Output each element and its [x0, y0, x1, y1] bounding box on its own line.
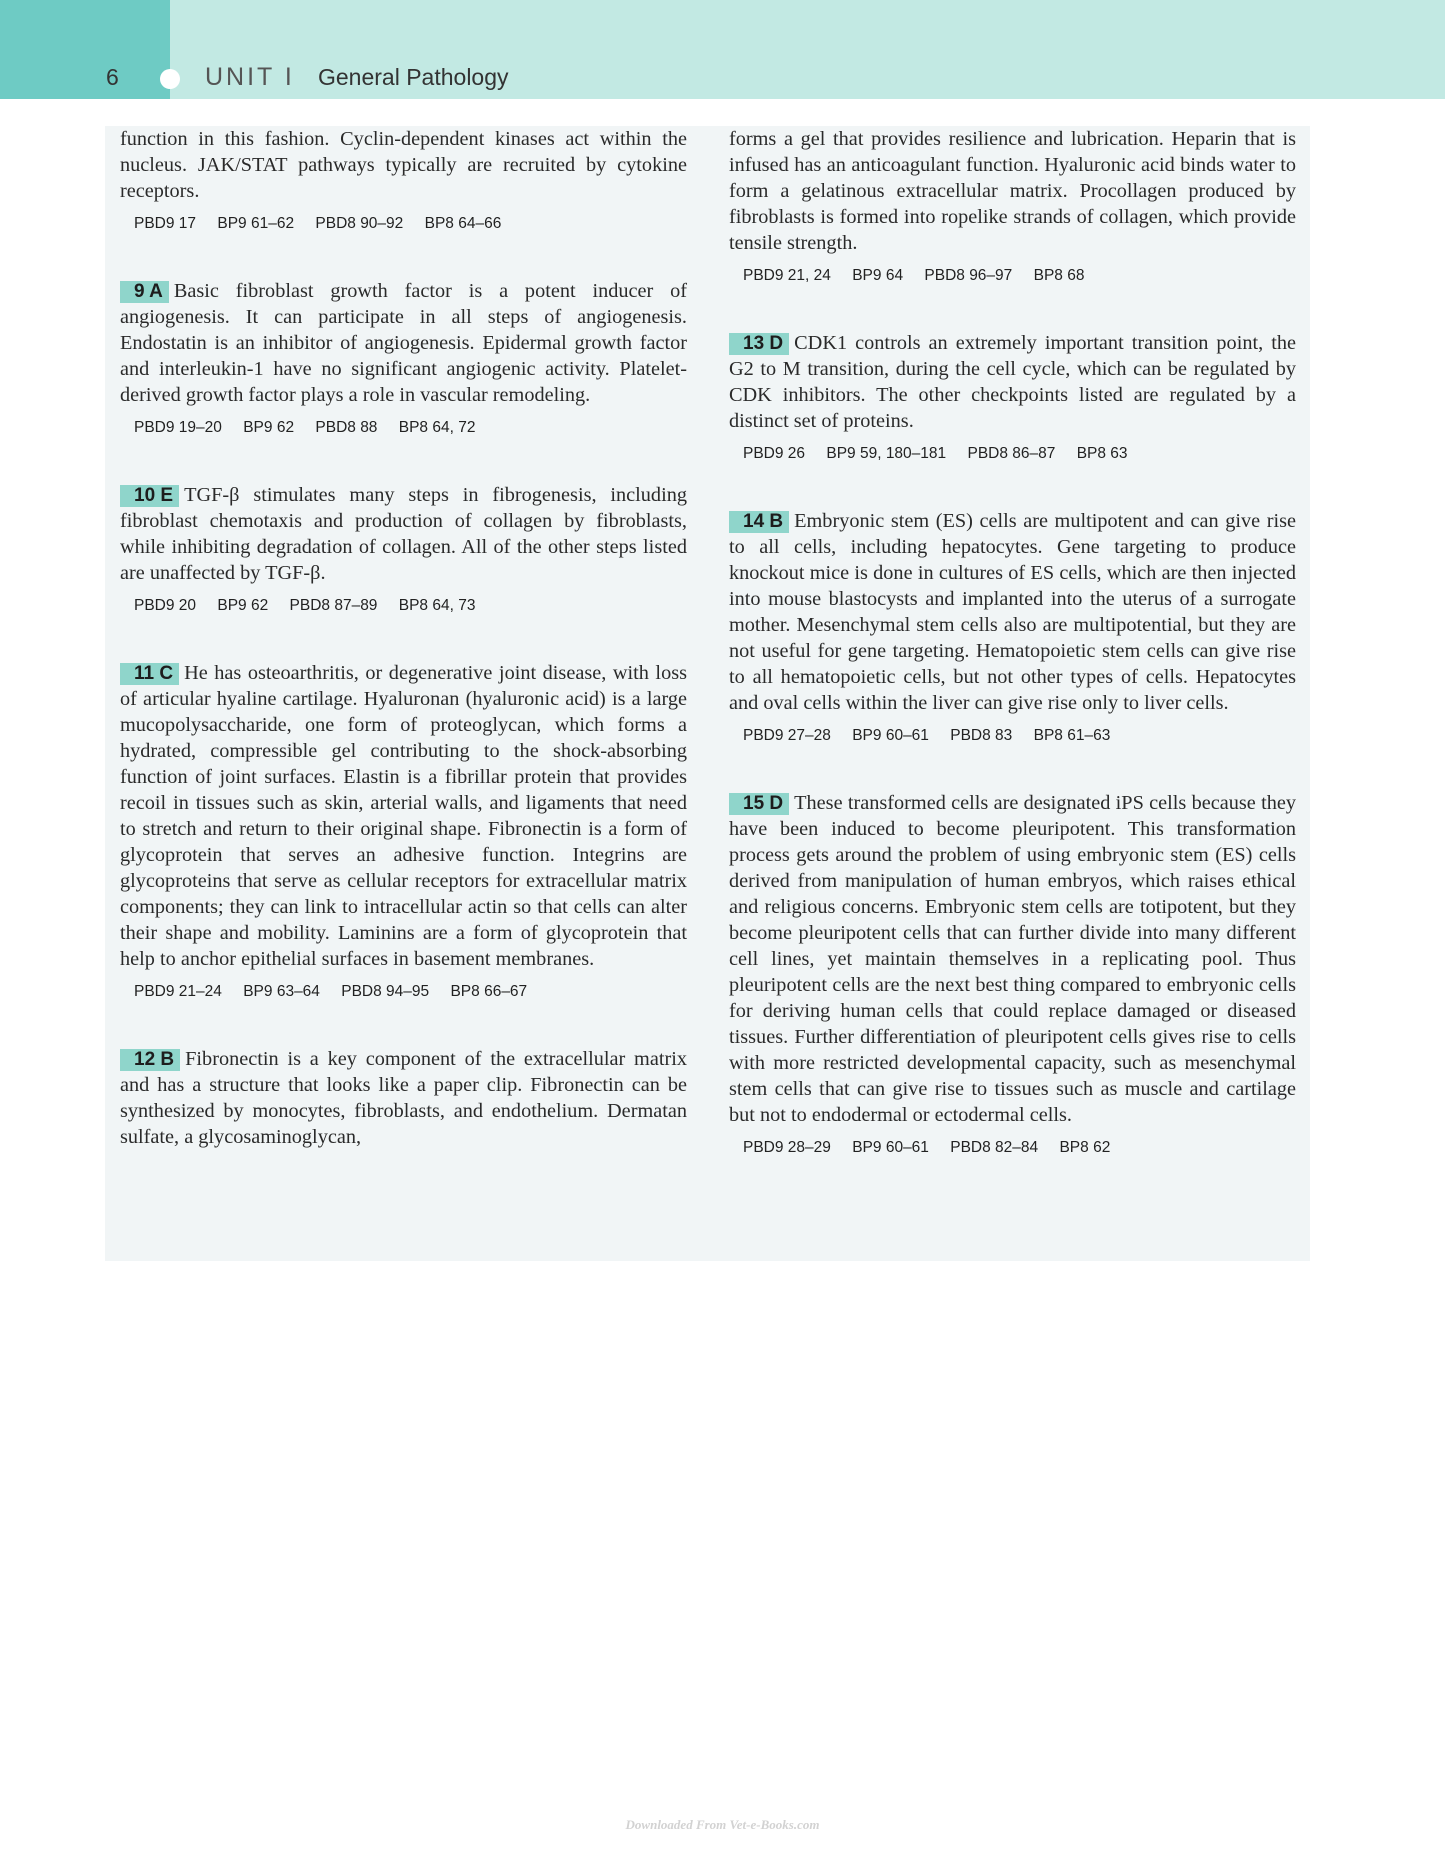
- page-number: 6: [106, 64, 119, 90]
- watermark: Downloaded From Vet-e-Books.com: [625, 1817, 820, 1832]
- reference: BP8 61–63: [1033, 727, 1111, 744]
- reference: PBD9 26: [743, 445, 806, 462]
- reference-list: [134, 596, 687, 616]
- unit-label: UNIT I: [205, 63, 295, 91]
- answer-text: CDK1 controls an extremely important transition point, the G2 to M transition, during the cell cycle, which can be regulated by CDK inhibitors. The other checkpoints listed are regulated by a distinct set of proteins.: [729, 332, 1296, 432]
- reference: PBD9 21, 24: [743, 267, 831, 284]
- reference: BP9 61–62: [217, 215, 295, 232]
- reference: PBD8 86–87: [967, 445, 1056, 462]
- answer-badge: 11 C: [120, 663, 179, 685]
- right-column: [729, 126, 1296, 1158]
- page-header-tab: [0, 0, 170, 99]
- reference: PBD9 27–28: [743, 727, 831, 744]
- reference: BP9 62: [243, 419, 295, 436]
- reference-list: [743, 444, 1296, 464]
- continuation-text: function in this fashion. Cyclin-dependent kinases act within the nucleus. JAK/STAT pathways typically are recruited by cytokine receptors.: [120, 128, 687, 202]
- reference: PBD9 20: [134, 597, 197, 614]
- answer-badge: 14 B: [729, 511, 789, 533]
- reference: BP8 64, 72: [398, 419, 476, 436]
- reference: BP9 60–61: [852, 1139, 929, 1156]
- answer-badge: 10 E: [120, 485, 179, 507]
- reference: PBD8 83: [950, 727, 1013, 744]
- answer-item: [729, 790, 1296, 1158]
- answer-text: Embryonic stem (ES) cells are multipotent and can give rise to all cells, including hepatocytes. Gene targeting to produce knockout mice is done in cultures of ES cells, which are then injected into mouse blastocysts and implanted into the uterus of a surrogate mother. Mesenchymal stem cells also are multipotential, but they are not useful for gene targeting. Hematopoietic stem cells can give rise to all hematopoietic cells, but not other types of cells. Hepatocytes and oval cells within the liver can give rise only to liver cells.: [729, 510, 1296, 714]
- reference: BP9 64: [852, 267, 904, 284]
- reference: BP8 62: [1059, 1139, 1111, 1156]
- reference: PBD8 82–84: [950, 1139, 1039, 1156]
- header-dot-icon: [160, 69, 180, 89]
- reference: PBD8 87–89: [289, 597, 378, 614]
- answer-item: [120, 482, 687, 616]
- reference-list: [743, 266, 1296, 286]
- reference: PBD8 90–92: [315, 215, 404, 232]
- reference: BP8 68: [1033, 267, 1085, 284]
- reference: BP9 62: [217, 597, 269, 614]
- reference-list: [134, 214, 687, 234]
- answer-badge: 9 A: [120, 281, 169, 303]
- reference: PBD9 19–20: [134, 419, 222, 436]
- reference: BP8 64, 73: [398, 597, 476, 614]
- reference: BP8 64–66: [424, 215, 502, 232]
- reference-list: [134, 418, 687, 438]
- continuation-block: [120, 126, 687, 234]
- reference: PBD9 17: [134, 215, 197, 232]
- reference: BP9 63–64: [243, 983, 320, 1000]
- answer-badge: 12 B: [120, 1049, 180, 1071]
- answer-text: TGF-β stimulates many steps in fibrogenesis, including fibroblast chemotaxis and production of collagen by fibroblasts, while inhibiting degradation of collagen. All of the other steps listed are unaffected by TGF-β.: [120, 484, 687, 584]
- answer-text: He has osteoarthritis, or degenerative joint disease, with loss of articular hyaline cartilage. Hyaluronan (hyaluronic acid) is a large mucopolysaccharide, one form of proteoglycan, which forms a hydrated, compressible gel contributing to the shock-absorbing function of joint surfaces. Elastin is a fibrillar protein that provides recoil in tissues such as skin, arterial walls, and ligaments that need to stretch and return to their original shape. Fibronectin is a form of glycoprotein that serves an adhesive function. Integrins are glycoproteins that serve as cellular receptors for extracellular matrix components; they can link to intracellular actin so that cells can alter their shape and mobility. Laminins are a form of glycoprotein that help to anchor epithelial surfaces in basement membranes.: [120, 662, 687, 970]
- answer-item: [120, 278, 687, 438]
- reference: BP8 66–67: [450, 983, 528, 1000]
- reference-list: [743, 1138, 1296, 1158]
- reference-list: [134, 982, 687, 1002]
- answer-badge: 13 D: [729, 333, 789, 355]
- answer-item: [120, 660, 687, 1002]
- continuation-text: forms a gel that provides resilience and lubrication. Heparin that is infused has an anticoagulant function. Hyaluronic acid binds water to form a gelatinous extracellular matrix. Procollagen produced by fibroblasts is formed into ropelike strands of collagen, which provide tensile strength.: [729, 128, 1296, 254]
- reference: PBD8 94–95: [341, 983, 430, 1000]
- section-title: General Pathology: [318, 64, 509, 90]
- answer-text: Fibronectin is a key component of the extracellular matrix and has a structure that looks like a paper clip. Fibronectin can be synthesized by monocytes, fibroblasts, and endothelium. Dermatan sulfate, a glycosaminoglycan,: [120, 1048, 687, 1148]
- continuation-block: [729, 126, 1296, 286]
- left-column: [120, 126, 687, 1150]
- reference-list: [743, 726, 1296, 746]
- reference: PBD8 96–97: [924, 267, 1013, 284]
- reference: BP9 59, 180–181: [826, 445, 947, 462]
- reference: BP9 60–61: [852, 727, 929, 744]
- answer-item: [729, 330, 1296, 464]
- answer-item: [120, 1046, 687, 1150]
- reference: PBD9 21–24: [134, 983, 222, 1000]
- answer-text: These transformed cells are designated iPS cells because they have been induced to become pleuripotent. This transformation process gets around the problem of using embryonic stem (ES) cells derived from manipulation of human embryos, which raises ethical and religious concerns. Embryonic stem cells are totipotent, but they become pleuripotent cells that can further divide into many different cell lines, yet maintain themselves in a replicating pool. Thus pleuripotent cells are the next best thing compared to embryonic cells for deriving human cells that could replace damaged or diseased tissues. Further differentiation of pleuripotent cells gives rise to cells with more restricted developmental capacity, such as mesenchymal stem cells that can give rise to tissues such as muscle and cartilage but not to endodermal or ectodermal cells.: [729, 792, 1296, 1126]
- answer-item: [729, 508, 1296, 746]
- reference: PBD9 28–29: [743, 1139, 831, 1156]
- answer-text: Basic fibroblast growth factor is a potent inducer of angiogenesis. It can participate in all steps of angiogenesis. Endostatin is an inhibitor of angiogenesis. Epidermal growth factor and interleukin-1 have no significant angiogenic activity. Platelet-derived growth factor plays a role in vascular remodeling.: [120, 280, 687, 406]
- reference: PBD8 88: [315, 419, 378, 436]
- answer-badge: 15 D: [729, 793, 789, 815]
- reference: BP8 63: [1076, 445, 1128, 462]
